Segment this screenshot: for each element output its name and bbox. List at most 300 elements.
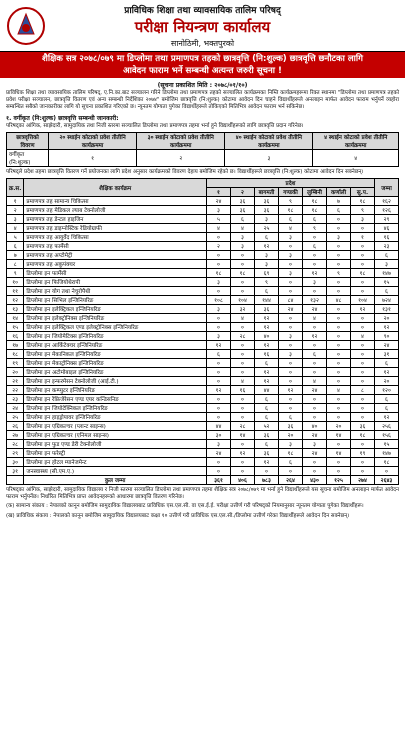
row-sn: १३ bbox=[7, 305, 24, 314]
row-program-name: डिप्लोमा इन एग्रिकल्चर (एनिमल साइन्स) bbox=[24, 431, 207, 440]
row-value: ० bbox=[351, 458, 375, 467]
row-value: ० bbox=[279, 323, 303, 332]
row-value: ६ bbox=[231, 215, 255, 224]
row-value: १०४ bbox=[351, 296, 375, 305]
row-value: ० bbox=[351, 242, 375, 251]
row-program-name: डिप्लोमा इन रेफ्रिजेरेसन एण्ड एयर कन्डिसनिङ bbox=[24, 395, 207, 404]
row-sn: ३ bbox=[7, 215, 24, 224]
row-value: ० bbox=[327, 440, 351, 449]
row-program-name: डिप्लोमा इन कम्प्युटर इन्जिनियरिङ bbox=[24, 386, 207, 395]
row-value: ० bbox=[327, 323, 351, 332]
row-sn: ११ bbox=[7, 287, 24, 296]
quota-header: २० स्थाईन कोटाको प्रवेश तीतीनि कार्यक्रममा bbox=[49, 132, 137, 149]
program-table-body bbox=[7, 197, 399, 485]
province-header: बागमती bbox=[255, 188, 279, 197]
row-value: ० bbox=[207, 260, 231, 269]
quota-value: ३ bbox=[225, 149, 313, 166]
row-total: १२ bbox=[375, 413, 399, 422]
row-value: २ bbox=[207, 242, 231, 251]
row-sn: २४ bbox=[7, 404, 24, 413]
row-value: १२ bbox=[207, 386, 231, 395]
row-sn: १८ bbox=[7, 350, 24, 359]
row-value: १८ bbox=[351, 269, 375, 278]
row-value: १९ bbox=[351, 449, 375, 458]
row-value: ६ bbox=[279, 458, 303, 467]
row-value: ० bbox=[327, 251, 351, 260]
row-value: ३ bbox=[255, 215, 279, 224]
row-total: ३ bbox=[375, 260, 399, 269]
row-total: १२ bbox=[375, 368, 399, 377]
col-total: जम्मा bbox=[375, 179, 399, 197]
row-sn: १७ bbox=[7, 341, 24, 350]
office-title: परीक्षा नियन्त्रण कार्यालय bbox=[134, 18, 271, 36]
row-program-name: डिप्लोमा इन इलेक्ट्रिकल इन्जिनियरिङ bbox=[24, 305, 207, 314]
row-value: १०४ bbox=[231, 296, 255, 305]
row-sn: २१ bbox=[7, 377, 24, 386]
row-value: ७ bbox=[327, 197, 351, 206]
grand-total: २६४३ bbox=[375, 476, 399, 485]
row-value: ० bbox=[351, 440, 375, 449]
row-value: ० bbox=[279, 260, 303, 269]
row-value: २८ bbox=[231, 422, 255, 431]
row-sn: २० bbox=[7, 368, 24, 377]
row-program-name: डिप्लोमा इन जियोमेटिक्स इन्जिनियरिङ bbox=[24, 332, 207, 341]
col-province-group: प्रदेश bbox=[207, 179, 375, 188]
row-value: ० bbox=[279, 314, 303, 323]
row-value: ० bbox=[351, 341, 375, 350]
table-row bbox=[7, 377, 399, 386]
row-program-name: प्रमाणपत्र तह सामान्य चिकित्सा bbox=[24, 197, 207, 206]
row-program-name: डिप्लोमा इन इलेक्ट्रोनिक्स इन्जिनियरिङ bbox=[24, 314, 207, 323]
row-program-name: डिप्लोमा इन मेकाट्रोनिक्स इन्जिनियरिङ bbox=[24, 359, 207, 368]
table-row bbox=[7, 242, 399, 251]
row-value: ० bbox=[231, 323, 255, 332]
row-value: २० bbox=[279, 431, 303, 440]
row-value: ० bbox=[327, 278, 351, 287]
row-value: ६९ bbox=[255, 269, 279, 278]
row-value: १८ bbox=[303, 206, 327, 215]
row-value: ६ bbox=[207, 350, 231, 359]
quota-table bbox=[6, 132, 399, 167]
row-value: ४४ bbox=[207, 422, 231, 431]
row-value: ० bbox=[327, 224, 351, 233]
row-total: १३१ bbox=[375, 305, 399, 314]
row-value: ४० bbox=[303, 422, 327, 431]
row-total: २४ bbox=[375, 341, 399, 350]
row-value: ३ bbox=[279, 332, 303, 341]
table-row bbox=[7, 359, 399, 368]
row-value: १४ bbox=[231, 431, 255, 440]
row-value: २४ bbox=[303, 431, 327, 440]
row-total: १२६ bbox=[375, 206, 399, 215]
row-value: ३ bbox=[279, 350, 303, 359]
row-value: १४ bbox=[327, 431, 351, 440]
row-program-name: प्रमाणपत्र तह डाइग्नोस्टिक रेडियोग्राफी bbox=[24, 224, 207, 233]
total-value: २७४ bbox=[351, 476, 375, 485]
row-sn: २९ bbox=[7, 449, 24, 458]
row-value: ० bbox=[351, 368, 375, 377]
row-value: ० bbox=[207, 368, 231, 377]
row-value: ६ bbox=[255, 287, 279, 296]
row-total: १६ bbox=[375, 233, 399, 242]
row-value: ४ bbox=[231, 314, 255, 323]
row-value: ९ bbox=[351, 206, 375, 215]
row-value: २० bbox=[327, 422, 351, 431]
row-total: ६ bbox=[375, 251, 399, 260]
quota-value: १ bbox=[49, 149, 137, 166]
row-value: १६ bbox=[255, 350, 279, 359]
row-sn: ८ bbox=[7, 260, 24, 269]
total-value: ४३० bbox=[303, 476, 327, 485]
row-value: ४ bbox=[351, 332, 375, 341]
row-program-name: डिप्लोमा इन फिजियोथेरापी bbox=[24, 278, 207, 287]
row-sn: १९ bbox=[7, 359, 24, 368]
closing-paragraph: परिषद्का आंगिक, साझेदारी, सामुदायिक विद्यालय र निजी स्तरमा सञ्चालित डिप्लोमा तथा प्रमाणपत्र तहमा शैक्षिक सत्र २०७८/०७९ मा भर्ना हुने विद्यार्थीहरूले यस सूचना बमोजिम अनलाइन मार्फत आवेदन फाराम भर्नुपर्नेछ। निर्धारित मितिभित्र प्राप्त आवेदनहरूको आधारमा छात्रवृत्ति वितरण गरिनेछ। bbox=[6, 487, 399, 501]
section1-title: १. वर्गीकृत (नि:शुल्क) छात्रवृत्ति सम्बन्धी जानकारी: bbox=[6, 114, 119, 122]
row-value: ३६ bbox=[231, 206, 255, 215]
row-value: ० bbox=[303, 413, 327, 422]
quota-header: ३० स्थाईन कोटाको प्रवेश तीतीनि कार्यक्रममा bbox=[137, 132, 225, 149]
row-value: ० bbox=[207, 404, 231, 413]
row-value: ६ bbox=[303, 350, 327, 359]
closing-paragraph: (ख) प्राविधिक संकाय : नेपालको कानून बमोजिम सामुदायिक विद्यालयबाट कक्षा १० उत्तीर्ण गरी प्राविधिक एस.एल.सी./डिप्लोमा उत्तीर्ण गरेका विद्यार्थीहरूले आवेदन दिन सक्नेछन्। bbox=[6, 512, 350, 519]
row-value: ४ bbox=[207, 224, 231, 233]
row-value: ० bbox=[351, 287, 375, 296]
row-sn: १६ bbox=[7, 332, 24, 341]
row-value: ३६ bbox=[255, 449, 279, 458]
row-value: ० bbox=[327, 260, 351, 269]
row-value: १३२ bbox=[303, 296, 327, 305]
row-value: १२ bbox=[255, 368, 279, 377]
row-value: ८ bbox=[351, 386, 375, 395]
row-value: ० bbox=[231, 440, 255, 449]
intro-paragraph: प्राविधिक शिक्षा तथा व्यावसायिक तालिम परिषद्, ए.नि.का.बाट सञ्चालन गरिने डिप्लोमा तथा प्रमाणपत्र तहको सञ्चालित कार्यक्रमका निम्ति कार्यक्रमहरूमा रिक्त स्थानमा "डिप्लोमा तथा प्रमाणपत्र तहको प्रवेश परीक्षा सञ्चालन, छात्रवृत्ति वितरण एवं अन्य सम्बन्धी निर्देशिका २०७४" बमोजिम छात्रवृत्ति (नि:शुल्क) कोटामा आवेदन दिन चाहने विद्यार्थीहरूले अनलाइन मार्फत आवेदन फाराम भर्नुपर्ने व्यहोरा सम्बन्धित सबैको जानकारीका लागि यो सूचना प्रकाशित गरिएको छ। न्यूनतम योग्यता पुगेका विद्यार्थीहरूले तोकिएको मितिभित्र आवेदन फाराम भर्न सकिनेछ। bbox=[6, 90, 399, 111]
row-value: ० bbox=[303, 395, 327, 404]
office-location: सानोठिमी, भक्तपुरको bbox=[170, 39, 235, 48]
row-total: ४६ bbox=[375, 224, 399, 233]
row-value: ० bbox=[351, 224, 375, 233]
row-value: २४ bbox=[207, 197, 231, 206]
row-value: ० bbox=[279, 287, 303, 296]
row-value: ३ bbox=[279, 233, 303, 242]
row-value: १२ bbox=[255, 377, 279, 386]
row-program-name: डिप्लोमा इन सिभिल इन्जिनियरिङ bbox=[24, 296, 207, 305]
row-value: ० bbox=[351, 314, 375, 323]
row-value: ३ bbox=[327, 233, 351, 242]
row-value: ० bbox=[207, 359, 231, 368]
row-value: ० bbox=[207, 251, 231, 260]
table-row bbox=[7, 404, 399, 413]
row-value: ० bbox=[207, 323, 231, 332]
table-row bbox=[7, 206, 399, 215]
closing-paragraph: (क) सामान्य संकाय : नेपालको कानून बमोजिम सामुदायिक विद्यालयबाट प्राविधिक एस.एल.सी. वा एस.ई.ई. परीक्षा उत्तीर्ण गरी परिषद्को नियमानुसार न्यूनतम योग्यता पुगेका विद्यार्थीहरू। bbox=[6, 503, 364, 510]
table-row bbox=[7, 296, 399, 305]
row-sn: ६ bbox=[7, 242, 24, 251]
row-program-name: डिप्लोमा इन होटल म्यानेजमेन्ट bbox=[24, 458, 207, 467]
row-sn: १ bbox=[7, 197, 24, 206]
total-row bbox=[7, 476, 399, 485]
program-table bbox=[6, 178, 399, 485]
row-value: ५२ bbox=[255, 422, 279, 431]
row-program-name: डिप्लोमा इन जियोटेक्निकल इन्जिनियरिङ bbox=[24, 404, 207, 413]
row-value: २५ bbox=[255, 224, 279, 233]
row-total: १२० bbox=[375, 386, 399, 395]
row-sn: १५ bbox=[7, 323, 24, 332]
row-value: ४ bbox=[231, 224, 255, 233]
row-total: १४७ bbox=[375, 269, 399, 278]
row-value: ३६ bbox=[351, 422, 375, 431]
row-value: २४ bbox=[279, 305, 303, 314]
province-header: लुम्बिनी bbox=[303, 188, 327, 197]
row-total: ० bbox=[375, 467, 399, 476]
row-value: २४ bbox=[207, 449, 231, 458]
row-program-name: डिप्लोमा इन हाइड्रोपावर इन्जिनियरिङ bbox=[24, 413, 207, 422]
row-sn: २ bbox=[7, 206, 24, 215]
row-total: ७२४ bbox=[375, 296, 399, 305]
row-total: १५ bbox=[375, 278, 399, 287]
row-value: ० bbox=[351, 395, 375, 404]
row-program-name: डिप्लोमा इन इलेक्ट्रिकल एण्ड इलेक्ट्रोनिक्स इन्जिनियरिङ bbox=[24, 323, 207, 332]
total-value: ७८३ bbox=[255, 476, 279, 485]
row-program-name: डिप्लोमा इन इन्फरमेसन टेक्नोलोजी (आई.टी.) bbox=[24, 377, 207, 386]
row-value: ४ bbox=[279, 224, 303, 233]
row-value: ३६ bbox=[231, 197, 255, 206]
total-value: ४०६ bbox=[231, 476, 255, 485]
row-value: ८४ bbox=[279, 296, 303, 305]
row-value: ३ bbox=[255, 251, 279, 260]
row-value: ४० bbox=[255, 332, 279, 341]
row-program-name: डिप्लोमा इन योग तथा नेचुरोपैथी bbox=[24, 287, 207, 296]
province-header: सु.प. bbox=[351, 188, 375, 197]
row-value: १२ bbox=[279, 386, 303, 395]
row-value: ० bbox=[327, 350, 351, 359]
row-value: ४ bbox=[327, 386, 351, 395]
row-value: ४ bbox=[303, 314, 327, 323]
row-value: १२ bbox=[255, 341, 279, 350]
row-value: ० bbox=[207, 377, 231, 386]
province-header: २ bbox=[231, 188, 255, 197]
row-value: ० bbox=[351, 404, 375, 413]
banner-line-1: शैक्षिक सत्र २०७८/०७९ मा डिप्लोमा तथा प्रमाणपत्र तहको छात्रवृत्ति (नि:शुल्क) छात्रवृत्ति छनौटका लागि bbox=[42, 54, 363, 64]
row-value: ० bbox=[279, 395, 303, 404]
row-value: ३ bbox=[279, 269, 303, 278]
table-row bbox=[7, 233, 399, 242]
row-value: ६ bbox=[255, 440, 279, 449]
row-total: १८ bbox=[375, 458, 399, 467]
row-value: ४४ bbox=[255, 386, 279, 395]
quota-value: ४ bbox=[313, 149, 399, 166]
row-value: ० bbox=[207, 467, 231, 476]
row-value: ० bbox=[303, 458, 327, 467]
row-value: ० bbox=[327, 359, 351, 368]
row-value: ० bbox=[231, 359, 255, 368]
row-value: ० bbox=[279, 341, 303, 350]
row-sn: ३१ bbox=[7, 467, 24, 476]
table-row bbox=[7, 449, 399, 458]
row-value: ० bbox=[303, 359, 327, 368]
notice-banner bbox=[0, 52, 405, 78]
row-total: १४७ bbox=[375, 449, 399, 458]
province-header: गण्डकी bbox=[279, 188, 303, 197]
row-value: ४८ bbox=[327, 296, 351, 305]
row-value: ४ bbox=[231, 377, 255, 386]
row-value: ० bbox=[279, 377, 303, 386]
row-value: ० bbox=[327, 314, 351, 323]
row-sn: २७ bbox=[7, 431, 24, 440]
row-value: ० bbox=[231, 278, 255, 287]
table-row bbox=[7, 269, 399, 278]
total-value: ३६१ bbox=[207, 476, 231, 485]
province-header: कर्णाली bbox=[327, 188, 351, 197]
row-total: ६ bbox=[375, 395, 399, 404]
row-value: ६ bbox=[303, 215, 327, 224]
table-row bbox=[7, 287, 399, 296]
row-value: ० bbox=[231, 404, 255, 413]
row-value: ३ bbox=[303, 278, 327, 287]
row-value: १२ bbox=[303, 269, 327, 278]
row-value: ९ bbox=[279, 197, 303, 206]
row-value: ० bbox=[327, 215, 351, 224]
row-value: ३ bbox=[255, 260, 279, 269]
table-row bbox=[7, 458, 399, 467]
row-value: ० bbox=[231, 368, 255, 377]
row-value: ० bbox=[327, 377, 351, 386]
row-total: २३ bbox=[375, 242, 399, 251]
row-value: ६ bbox=[279, 413, 303, 422]
row-value: १६ bbox=[231, 386, 255, 395]
quota-header: ४० स्थाईन कोटाको प्रवेश तीतीनि कार्यक्रममा bbox=[225, 132, 313, 149]
row-program-name: डिप्लोमा इन फुड एण्ड डेरी टेक्नोलोजी bbox=[24, 440, 207, 449]
table-row bbox=[7, 341, 399, 350]
row-value: १०८ bbox=[207, 296, 231, 305]
row-value: १८ bbox=[279, 449, 303, 458]
province-header: १ bbox=[207, 188, 231, 197]
row-value: २४ bbox=[303, 386, 327, 395]
row-value: ० bbox=[303, 368, 327, 377]
row-total: १२ bbox=[375, 323, 399, 332]
row-value: ० bbox=[231, 260, 255, 269]
row-total: ६ bbox=[375, 287, 399, 296]
row-value: ० bbox=[303, 467, 327, 476]
row-total: २५६ bbox=[375, 422, 399, 431]
table-row bbox=[7, 260, 399, 269]
row-sn: १२ bbox=[7, 296, 24, 305]
row-value: ६ bbox=[255, 359, 279, 368]
page-header bbox=[0, 0, 405, 52]
row-value: ४ bbox=[303, 377, 327, 386]
row-value: ० bbox=[231, 467, 255, 476]
row-value: ० bbox=[303, 341, 327, 350]
row-total: २९ bbox=[375, 215, 399, 224]
row-total: १५ bbox=[375, 440, 399, 449]
row-value: ३६ bbox=[279, 422, 303, 431]
row-value: १२ bbox=[255, 458, 279, 467]
row-value: २४ bbox=[303, 305, 327, 314]
row-value: ३ bbox=[279, 251, 303, 260]
row-program-name: प्रमाणपत्र तह डेन्टल हाइजिन bbox=[24, 215, 207, 224]
row-value: ० bbox=[303, 323, 327, 332]
row-value: १८ bbox=[279, 206, 303, 215]
row-value: ० bbox=[279, 359, 303, 368]
row-value: ३ bbox=[303, 440, 327, 449]
row-value: ० bbox=[231, 341, 255, 350]
row-value: ३ bbox=[351, 215, 375, 224]
row-value: ० bbox=[327, 467, 351, 476]
row-value: १८ bbox=[351, 197, 375, 206]
row-value: ३६ bbox=[255, 431, 279, 440]
total-blank bbox=[7, 476, 24, 485]
row-value: ० bbox=[303, 260, 327, 269]
section1-paragraph: परिषद्का आंगिक, साझेदारी, सामुदायिक तथा निजी स्तरमा सञ्चालित डिप्लोमा तथा प्रमाणपत्र तहमा भर्ना हुने विद्यार्थीहरूको लागि छात्रवृत्ति प्रदान गरिनेछ। bbox=[6, 122, 304, 129]
row-value: ० bbox=[327, 332, 351, 341]
row-value: ० bbox=[351, 251, 375, 260]
row-value: ० bbox=[279, 368, 303, 377]
row-value: १८ bbox=[207, 269, 231, 278]
row-value: ३६ bbox=[255, 206, 279, 215]
row-value: ३ bbox=[207, 206, 231, 215]
table-row bbox=[7, 224, 399, 233]
row-value: ३६ bbox=[255, 197, 279, 206]
row-value: ० bbox=[279, 467, 303, 476]
row-value: ० bbox=[279, 278, 303, 287]
row-value: ० bbox=[231, 350, 255, 359]
row-value: ० bbox=[351, 350, 375, 359]
row-value: ३ bbox=[231, 242, 255, 251]
row-value: ० bbox=[351, 260, 375, 269]
table-row bbox=[7, 395, 399, 404]
row-value: ० bbox=[279, 404, 303, 413]
row-program-name: डिप्लोमा इन फार्मेसी bbox=[24, 269, 207, 278]
row-program-name: जनस्वास्थ्य (सी.एम.ए.) bbox=[24, 467, 207, 476]
row-program-name: प्रमाणपत्र तह अकुपंक्चर bbox=[24, 260, 207, 269]
row-program-name: डिप्लोमा इन मेकानिकल इन्जिनियरिङ bbox=[24, 350, 207, 359]
row-value: २४ bbox=[303, 449, 327, 458]
row-value: ३ bbox=[207, 332, 231, 341]
row-value: १२ bbox=[207, 341, 231, 350]
row-value: १४ bbox=[327, 449, 351, 458]
row-value: ० bbox=[327, 305, 351, 314]
banner-line-2: आवेदन फाराम भर्ने सम्बन्धी अत्यन्त जरुरी सूचना ! bbox=[123, 66, 282, 76]
row-value: ० bbox=[303, 287, 327, 296]
row-program-name: डिप्लोमा इन एग्रिकल्चर (प्लान्ट साइन्स) bbox=[24, 422, 207, 431]
row-sn: ३० bbox=[7, 458, 24, 467]
row-value: ३२ bbox=[231, 305, 255, 314]
row-value: ० bbox=[303, 233, 327, 242]
row-value: ९ bbox=[255, 278, 279, 287]
row-sn: २८ bbox=[7, 440, 24, 449]
total-value: १२५ bbox=[327, 476, 351, 485]
row-value: ० bbox=[231, 458, 255, 467]
row-value: ३० bbox=[207, 431, 231, 440]
table-row bbox=[7, 323, 399, 332]
row-value: ३ bbox=[207, 440, 231, 449]
row-value: १२ bbox=[255, 242, 279, 251]
closing-section bbox=[0, 487, 405, 520]
table-row bbox=[7, 386, 399, 395]
row-program-name: प्रमाणपत्र तह मेडिकल ल्याब टेक्नोलोजी bbox=[24, 206, 207, 215]
row-sn: ९ bbox=[7, 269, 24, 278]
row-program-name: प्रमाणपत्र तह फार्मेसी bbox=[24, 242, 207, 251]
table-row bbox=[7, 332, 399, 341]
row-value: ६ bbox=[255, 395, 279, 404]
row-value: ० bbox=[351, 377, 375, 386]
row-value: ६ bbox=[255, 404, 279, 413]
row-total: ६ bbox=[375, 359, 399, 368]
row-value: ० bbox=[207, 395, 231, 404]
row-value: ० bbox=[231, 395, 255, 404]
section2-paragraph: परिषद्ले प्रदेश तहमा छात्रवृत्ति वितरण गर्ने प्रयोजनका लागि प्रदेश अनुसार कार्यक्रमको विवरण देहाय बमोजिम रहेको छ। विद्यार्थीहरूले छात्रवृत्ति (नि:शुल्क) कोटामा आवेदन दिन सक्नेछन्। bbox=[6, 168, 364, 175]
table-row bbox=[7, 467, 399, 476]
